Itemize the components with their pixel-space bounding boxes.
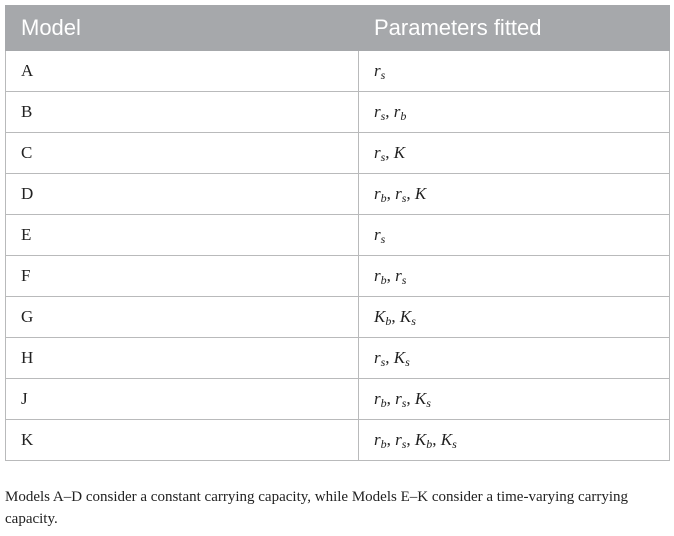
param-separator: , (385, 102, 394, 121)
param-symbol: r (395, 266, 402, 285)
param-symbol: r (374, 225, 381, 244)
model-cell: K (6, 420, 359, 461)
parameters-cell (359, 297, 670, 338)
param-subscript: b (380, 437, 387, 451)
table-row (6, 174, 670, 215)
param-subscript: s (401, 437, 407, 451)
param-subscript: s (380, 150, 386, 164)
param-subscript: b (426, 437, 433, 451)
param-symbol: K (374, 307, 386, 326)
param-separator: , (406, 389, 415, 408)
model-cell: A (6, 51, 359, 92)
param-symbol: r (374, 389, 381, 408)
param-subscript: b (385, 314, 392, 328)
param-subscript: s (405, 355, 410, 369)
param-subscript: s (380, 109, 386, 123)
parameters-cell (359, 215, 670, 256)
param-separator: , (385, 143, 394, 162)
table-row (6, 256, 670, 297)
parameters-cell (359, 133, 670, 174)
param-separator: , (406, 430, 415, 449)
param-subscript: s (401, 396, 407, 410)
header-model: Model (6, 6, 359, 51)
param-symbol: K (440, 430, 453, 449)
param-subscript: s (380, 232, 386, 246)
param-separator: , (406, 184, 415, 203)
param-symbol: r (374, 102, 381, 121)
param-symbol: K (393, 143, 406, 162)
parameters-cell (359, 420, 670, 461)
param-separator: , (386, 389, 396, 408)
table-footnote: Models A–D consider a constant carrying capacity, while Models E–K consider a time-varying carrying capacity. (5, 489, 629, 527)
parameters-cell (359, 379, 670, 420)
param-symbol: r (374, 266, 381, 285)
model-cell: D (6, 174, 359, 215)
param-symbol: r (395, 184, 402, 203)
model-cell: J (6, 379, 359, 420)
param-subscript: b (380, 191, 387, 205)
table-row (6, 420, 670, 461)
param-subscript: s (452, 437, 457, 451)
param-subscript: s (380, 68, 386, 82)
parameters-table-container (5, 5, 669, 461)
table-row (6, 338, 670, 379)
param-subscript: s (401, 273, 407, 287)
parameters-cell (359, 256, 670, 297)
param-symbol: r (393, 102, 401, 121)
param-subscript: b (380, 273, 387, 287)
model-cell: F (6, 256, 359, 297)
parameters-cell (359, 338, 670, 379)
param-symbol: r (374, 430, 381, 449)
table-row (6, 92, 670, 133)
param-subscript: b (380, 396, 387, 410)
param-symbol: r (374, 184, 381, 203)
header-parameters-fitted: Parameters fitted (359, 6, 670, 51)
table-row (6, 133, 670, 174)
model-cell: G (6, 297, 359, 338)
param-symbol: K (393, 348, 406, 367)
param-subscript: s (401, 191, 407, 205)
model-cell: H (6, 338, 359, 379)
param-symbol: K (399, 307, 412, 326)
parameters-cell (359, 51, 670, 92)
parameters-table (5, 5, 670, 461)
param-symbol: K (414, 389, 427, 408)
model-cell: E (6, 215, 359, 256)
model-cell: B (6, 92, 359, 133)
param-separator: , (386, 430, 396, 449)
param-separator: , (385, 348, 394, 367)
param-separator: , (386, 184, 396, 203)
parameters-cell (359, 92, 670, 133)
param-subscript: s (411, 314, 416, 328)
param-symbol: r (395, 430, 402, 449)
param-symbol: r (374, 143, 381, 162)
model-cell: C (6, 133, 359, 174)
param-subscript: s (426, 396, 431, 410)
param-symbol: r (374, 348, 381, 367)
parameters-cell (359, 174, 670, 215)
param-symbol: K (414, 184, 427, 203)
param-symbol: r (395, 389, 402, 408)
param-subscript: s (380, 355, 386, 369)
param-symbol: K (414, 430, 427, 449)
table-body (6, 51, 670, 461)
param-separator: , (432, 430, 441, 449)
table-row (6, 215, 670, 256)
table-row (6, 379, 670, 420)
table-row (6, 297, 670, 338)
param-separator: , (386, 266, 396, 285)
table-header-row (6, 6, 670, 51)
table-row (6, 51, 670, 92)
param-separator: , (391, 307, 400, 326)
param-symbol: r (374, 61, 381, 80)
param-subscript: b (400, 109, 407, 123)
